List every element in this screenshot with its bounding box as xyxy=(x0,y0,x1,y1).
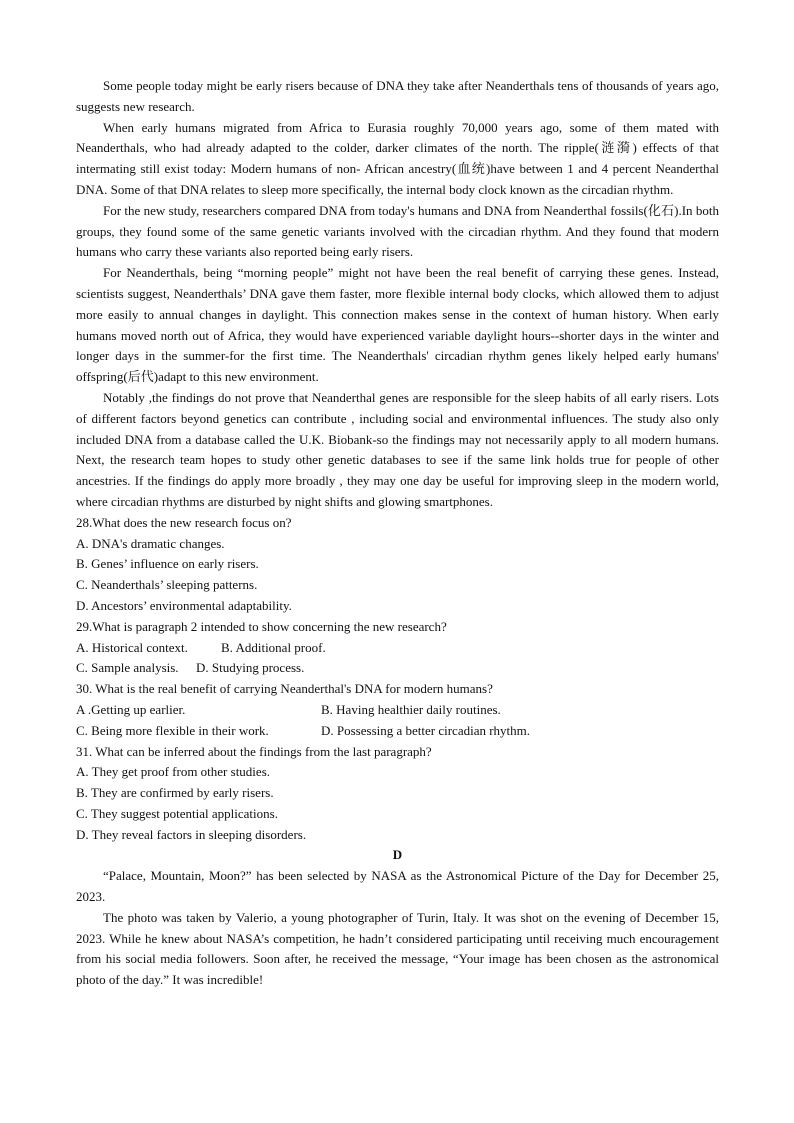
option-a: A. They get proof from other studies. xyxy=(76,764,270,780)
question-31 xyxy=(76,742,719,846)
question-stem: 28.What does the new research focus on? xyxy=(76,514,292,530)
question-stem: 31. What can be inferred about the findings from the last paragraph? xyxy=(76,743,432,759)
question-stem: 30. What is the real benefit of carrying Neanderthal's DNA for modern humans? xyxy=(76,681,493,697)
passage-c-paragraph-4: For Neanderthals, being “morning people” might not have been the real benefit of carrying these genes. Instead, scientists suggest, Neanderthals’ DNA gave them faster, more flexible internal body clocks, which allowed them to adjust more easily to annual changes in daylight. This connection makes sense in the context of human history. When early humans moved north out of Africa, they would have experienced variable daylight hours--shorter days in the winter and longer days in the summer-for the first time. The Neanderthals' circadian rhythm genes likely helped early humans' offspring(后代)adapt to this new environment. xyxy=(76,265,719,385)
question-29 xyxy=(76,617,719,679)
passage-c xyxy=(76,76,719,513)
option-row xyxy=(76,658,719,679)
option-c: C. Neanderthals’ sleeping patterns. xyxy=(76,577,258,593)
option-a: A. DNA's dramatic changes. xyxy=(76,535,225,551)
option-b: B. Additional proof. xyxy=(221,639,326,655)
option-c: C. They suggest potential applications. xyxy=(76,805,278,821)
option-b: B. Genes’ influence on early risers. xyxy=(76,556,259,572)
option-b: B. Having healthier daily routines. xyxy=(321,701,501,717)
option-d: D. Possessing a better circadian rhythm. xyxy=(321,722,531,738)
passage-c-paragraph-2: When early humans migrated from Africa to Eurasia roughly 70,000 years ago, some of them mated with Neanderthals, who had already adapted to the colder, darker climates of the north. The ripple(涟漪) effects of that intermating still exist today: Modern humans of non- African ancestry(血统)have between 1 and 4 percent Neanderthal DNA. Some of that DNA relates to sleep more specifically, the internal body clock known as the circadian rhythm. xyxy=(76,119,719,197)
option-row xyxy=(76,721,719,742)
option-b: B. They are confirmed by early risers. xyxy=(76,785,274,801)
option-a: A .Getting up earlier. xyxy=(76,701,186,717)
section-heading: D xyxy=(392,847,403,863)
question-stem: 29.What is paragraph 2 intended to show concerning the new research? xyxy=(76,618,447,634)
question-30 xyxy=(76,679,719,741)
option-row xyxy=(76,700,719,721)
passage-c-paragraph-5: Notably ,the findings do not prove that Neanderthal genes are responsible for the sleep habits of all early risers. Lots of different factors beyond genetics can contribute , including social and environmental influences. The study also only included DNA from a database called the U.K. Biobank-so the findings may not necessarily apply to all modern humans. Next, the research team hopes to study other genetic databases to see if the same link holds true for people of other ancestries. If the findings do apply more broadly , they may one day be useful for improving sleep in the modern world, where circadian rhythms are disturbed by night shifts and glowing smartphones. xyxy=(76,389,719,509)
option-c: C. Being more flexible in their work. xyxy=(76,722,269,738)
question-28 xyxy=(76,513,719,617)
option-d: D. Ancestors’ environmental adaptability. xyxy=(76,597,292,613)
passage-c-paragraph-1: Some people today might be early risers because of DNA they take after Neanderthals tens of thousands of years ago, suggests new research. xyxy=(76,78,719,114)
option-c: C. Sample analysis. xyxy=(76,660,179,676)
passage-c-paragraph-3: For the new study, researchers compared DNA from today's humans and DNA from Neanderthal fossils(化石).In both groups, they found some of the same genetic variants involved with the circadian rhythm. And they found that modern humans who carry these variants also reported being early risers. xyxy=(76,202,719,260)
option-d: D. Studying process. xyxy=(196,660,305,676)
passage-d-paragraph-2: The photo was taken by Valerio, a young photographer of Turin, Italy. It was shot on the evening of December 15, 2023. While he knew about NASA’s competition, he hadn’t considered participating until receiving much encouragement from his social media followers. Soon after, he received the message, “Your image has been chosen as the astronomical photo of the day.” It was incredible! xyxy=(76,909,719,988)
passage-d xyxy=(76,845,719,991)
exam-page xyxy=(76,76,719,991)
option-d: D. They reveal factors in sleeping disorders. xyxy=(76,826,307,842)
passage-d-paragraph-1: “Palace, Mountain, Moon?” has been selected by NASA as the Astronomical Picture of the Day for December 25, 2023. xyxy=(76,868,719,905)
option-a: A. Historical context. xyxy=(76,639,188,655)
option-row xyxy=(76,638,719,659)
